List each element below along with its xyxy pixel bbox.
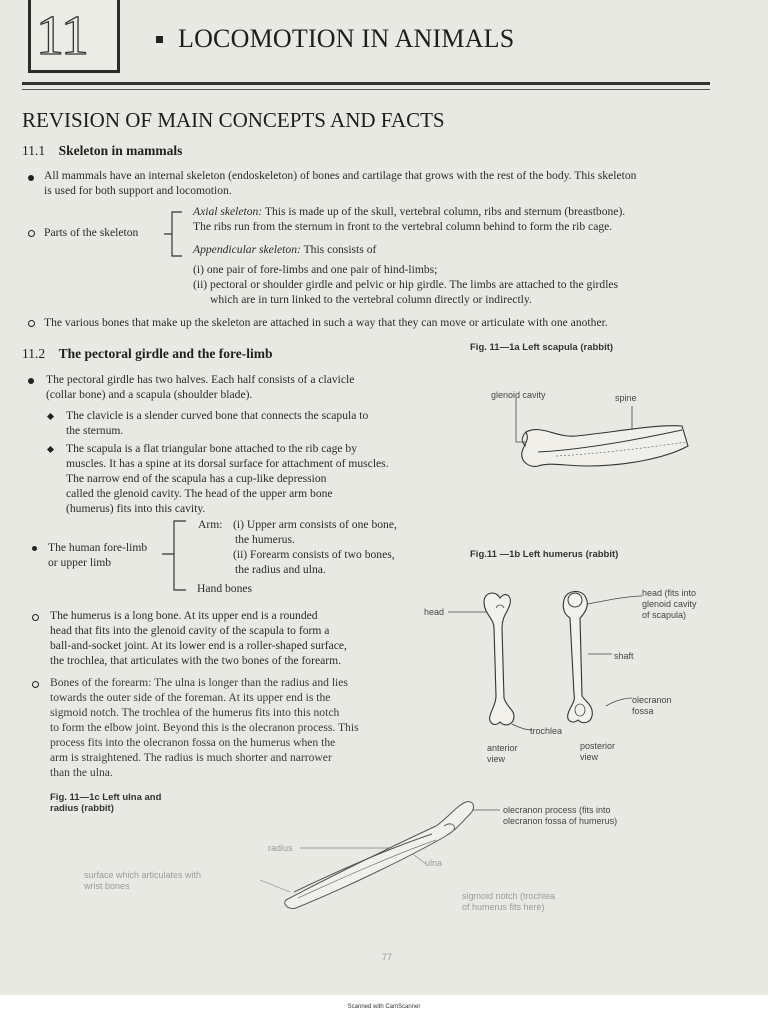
text-line: process fits into the olecranon fossa on the humerus when the xyxy=(50,736,336,749)
text-line: olecranon process (fits into xyxy=(503,805,611,815)
brace-parts xyxy=(160,210,190,260)
text-line: arm is straightened. The radius is much shorter and narrower xyxy=(50,751,332,764)
paragraph-pectoral xyxy=(46,372,406,402)
scapula-illustration xyxy=(496,396,696,486)
label-head: head xyxy=(424,607,445,617)
subsection-number: 11.1 xyxy=(22,143,46,158)
text-line: The humerus is a long bone. At its upper end is a rounded xyxy=(50,609,318,622)
text-line: Bones of the forearm: The ulna is longer than the radius and lies xyxy=(50,676,348,689)
text-line: (collar bone) and a scapula (shoulder blade). xyxy=(46,388,253,401)
fig-1b-caption: Fig.11 —1b Left humerus (rabbit) xyxy=(470,549,619,560)
subsection-heading-11-1 xyxy=(22,143,182,159)
hand-bones: Hand bones xyxy=(197,582,253,595)
text-line: of humerus fits here) xyxy=(462,902,545,912)
header-rule-thin xyxy=(22,89,710,90)
text-line: The ribs run from the sternum in front to the vertebral column behind to form the rib cage. xyxy=(193,220,613,233)
bullet xyxy=(28,230,35,237)
text-line: to form the elbow joint. Beyond this is the olecranon process. This xyxy=(50,721,359,734)
axial-skeleton-text xyxy=(193,204,713,234)
text-line: is used for both support and locomotion. xyxy=(44,184,232,197)
text-line: than the ulna. xyxy=(50,766,113,779)
text-line: head that fits into the glenoid cavity of the scapula to form a xyxy=(50,624,330,637)
text-line: (i) Upper arm consists of one bone, xyxy=(233,518,397,531)
page-number: 77 xyxy=(382,952,393,962)
bullet xyxy=(32,546,37,551)
subsection-title: The pectoral girdle and the fore-limb xyxy=(58,346,273,361)
ulna-radius-illustration xyxy=(200,796,510,912)
appendicular-skeleton-text xyxy=(193,242,713,257)
text-line: sigmoid notch (trochlea xyxy=(462,891,556,901)
label-articulating-surface xyxy=(84,870,201,892)
humerus-illustration xyxy=(448,588,648,736)
text-line: The narrow end of the scapula has a cup-like depression xyxy=(66,472,327,485)
paragraph-articulation: The various bones that make up the skeleton are attached in such a way that they can move or articulate with one another. xyxy=(44,316,608,329)
text-line: anterior xyxy=(487,743,518,753)
fig-1c-caption xyxy=(50,792,161,814)
text-line: which are in turn linked to the vertebral column directly or indirectly. xyxy=(210,293,532,306)
text-line: radius (rabbit) xyxy=(50,803,114,814)
text-line: (ii) Forearm consists of two bones, xyxy=(233,548,395,561)
bullet xyxy=(28,320,35,327)
text-line: (ii) pectoral or shoulder girdle and pelvic or hip girdle. The limbs are attached to the girdles xyxy=(193,278,619,291)
text-line: head (fits into xyxy=(642,588,697,598)
text-line: Fig. 11—1c Left ulna and xyxy=(50,792,162,803)
brace-forelimb xyxy=(158,518,190,594)
text-line: view xyxy=(580,752,599,762)
paragraph-clavicle xyxy=(66,408,426,438)
text-line: called the glenoid cavity. The head of the upper arm bone xyxy=(66,487,333,500)
label-trochlea: trochlea xyxy=(530,726,563,736)
text-line: the sternum. xyxy=(66,424,124,437)
forelimb-label xyxy=(48,540,147,570)
label-anterior-view xyxy=(487,743,518,765)
text-line: olecranon fossa of humerus) xyxy=(503,816,618,826)
title-bullet xyxy=(156,36,163,43)
arm-label: Arm: xyxy=(198,518,223,531)
bullet xyxy=(28,175,34,181)
arm-list xyxy=(233,517,453,577)
subsection-title: Skeleton in mammals xyxy=(58,143,183,158)
text-line: the humerus. xyxy=(235,533,295,546)
sub-bullet xyxy=(47,446,54,453)
term-appendicular: Appendicular skeleton: xyxy=(193,243,301,256)
text-line: the trochlea, that articulates with the two bones of the forearm. xyxy=(50,654,342,667)
text-line: The scapula is a flat triangular bone attached to the rib cage by xyxy=(66,442,358,455)
term-axial: Axial skeleton: xyxy=(193,205,263,218)
text-line: sigmoid notch. The trochlea of the humerus fits into this notch xyxy=(50,706,340,719)
sub-bullet xyxy=(47,413,54,420)
text-line: surface which articulates with xyxy=(84,870,202,880)
bullet xyxy=(28,378,34,384)
text-line: olecranon xyxy=(632,695,672,705)
label-glenoid-cavity: glenoid cavity xyxy=(491,390,546,400)
text-line: muscles. It has a spine at its dorsal surface for attachment of muscles. xyxy=(66,457,389,470)
text-line: All mammals have an internal skeleton (endoskeleton) of bones and cartilage that grows with the rest of the body. This skeleton xyxy=(44,169,637,182)
text-line: or upper limb xyxy=(48,556,112,569)
header-rule xyxy=(22,82,710,85)
text-line: fossa xyxy=(632,706,654,716)
paragraph-humerus xyxy=(50,608,420,668)
appendicular-list xyxy=(193,262,713,307)
label-head-note xyxy=(642,588,697,621)
label-ulna: ulna xyxy=(425,858,443,868)
paragraph-scapula xyxy=(66,441,436,516)
paragraph-forearm xyxy=(50,675,420,780)
text-line: view xyxy=(487,754,506,764)
text-line: towards the outer side of the foreman. At its upper end is the xyxy=(50,691,331,704)
paragraph-skeleton xyxy=(44,168,724,198)
bullet xyxy=(32,614,39,621)
text-line: The pectoral girdle has two halves. Each half consists of a clavicle xyxy=(46,373,355,386)
text-line: glenoid cavity xyxy=(642,599,697,609)
text-line: ball-and-socket joint. At its lower end is a roller-shaped surface, xyxy=(50,639,347,652)
label-shaft: shaft xyxy=(614,651,634,661)
text-line: wrist bones xyxy=(84,881,130,891)
text-line: This is made up of the skull, vertebral column, ribs and sternum (breastbone). xyxy=(264,205,626,218)
label-posterior-view xyxy=(580,741,615,763)
scanner-watermark: Scanned with CamScanner xyxy=(347,1004,421,1010)
text-line: This consists of xyxy=(303,243,377,256)
label-radius: radius xyxy=(268,843,293,853)
subsection-number: 11.2 xyxy=(22,346,46,361)
text-line: The human fore-limb xyxy=(48,541,148,554)
text-line: of scapula) xyxy=(642,610,687,620)
text-line: posterior xyxy=(580,741,616,751)
text-line: the radius and ulna. xyxy=(235,563,326,576)
text-line: (i) one pair of fore-limbs and one pair of hind-limbs; xyxy=(193,263,438,276)
label-olecranon-process xyxy=(503,805,617,827)
text-line: The clavicle is a slender curved bone that connects the scapula to xyxy=(66,409,369,422)
parts-label: Parts of the skeleton xyxy=(44,226,139,239)
subsection-heading-11-2 xyxy=(22,346,272,362)
fig-1a-caption: Fig. 11—1a Left scapula (rabbit) xyxy=(470,342,614,353)
bullet xyxy=(32,681,39,688)
section-heading: REVISION OF MAIN CONCEPTS AND FACTS xyxy=(22,108,445,132)
label-spine: spine xyxy=(615,393,637,403)
text-line: (humerus) fits into this cavity. xyxy=(66,502,206,515)
chapter-title: LOCOMOTION IN ANIMALS xyxy=(178,24,515,53)
chapter-number: 11 xyxy=(36,5,88,67)
